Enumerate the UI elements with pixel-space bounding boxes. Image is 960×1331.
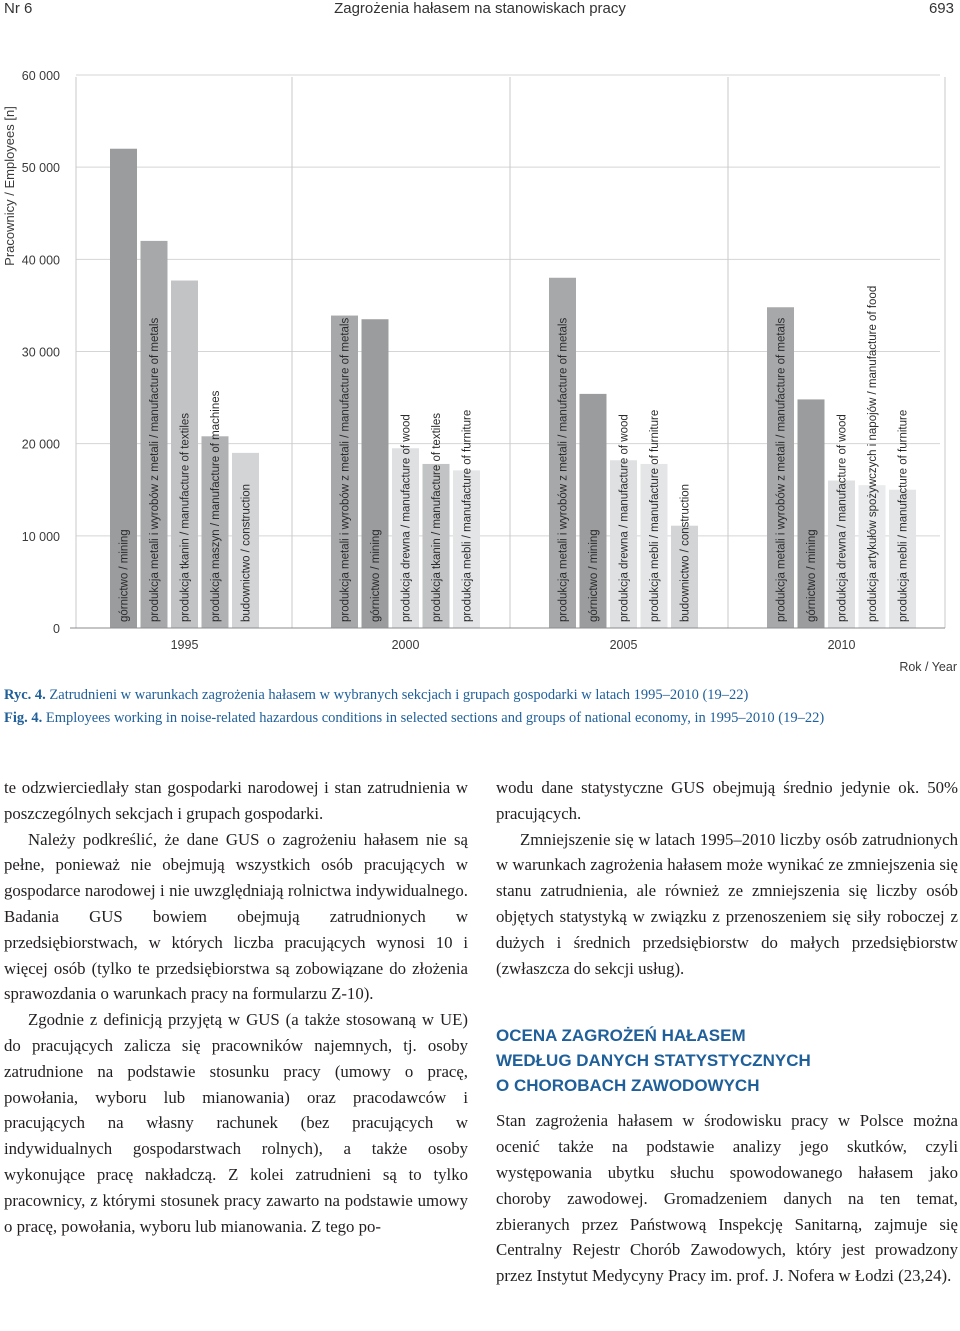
issue-number: Nr 6 [4, 0, 33, 17]
y-tick-label: 0 [53, 622, 60, 636]
bar-label: górnictwo / mining [806, 529, 818, 622]
bar-label: produkcja mebli / manufacture of furniture [897, 409, 910, 622]
y-tick-label: 50 000 [21, 161, 60, 176]
body-column-right [496, 775, 958, 1289]
y-tick-label: 20 000 [21, 437, 60, 452]
y-axis-label: Pracownicy / Employees [n] [2, 106, 17, 266]
y-tick-labels [22, 69, 60, 636]
caption-en-label: Fig. 4. [4, 710, 43, 726]
x-tick-label: 2010 [827, 638, 856, 652]
bar-label: górnictwo / mining [370, 529, 382, 622]
caption-pl-label: Ryc. 4. [4, 687, 46, 703]
caption-pl [4, 687, 956, 704]
bar-label: produkcja mebli / manufacture of furniture [461, 409, 474, 622]
caption-pl-text: Zatrudnieni w warunkach zagrożenia hałasem w wybranych sekcjach i grupach gospodarki w latach 1995–2010 (19–22) [49, 687, 749, 703]
x-tick-label: 2000 [391, 638, 420, 652]
bar-label: produkcja metali i wyrobów z metali / manufacture of metals [775, 317, 788, 622]
x-axis-label: Rok / Year [899, 660, 957, 674]
section-heading-line: OCENA ZAGROŻEŃ HAŁASEM [496, 1026, 746, 1046]
bar-label: produkcja metali i wyrobów z metali / manufacture of metals [149, 317, 161, 622]
caption-en [4, 710, 956, 727]
paragraph: wodu dane statystyczne GUS obejmują średnio jedynie ok. 50% pracujących. [496, 778, 958, 823]
x-tick-label: 1995 [170, 638, 199, 652]
bar-label: produkcja mebli / manufacture of furniture [649, 409, 661, 622]
running-title: Zagrożenia hałasem na stanowiskach pracy [334, 0, 626, 17]
bar-label: produkcja metali i wyrobów z metali / manufacture of metals [557, 317, 570, 622]
bar-label: produkcja drewna / manufacture of wood [400, 414, 413, 622]
bar-label: budownictwo / construction [679, 483, 692, 622]
x-tick-labels [171, 638, 856, 652]
bar-label: produkcja tkanin / manufacture of textiles [179, 412, 192, 622]
paragraph: Należy podkreślić, że dane GUS o zagrożeniu hałasem nie są pełne, ponieważ nie obejmują wszystkich osób pracujących w gospodarce narodowej i nie uwzględniają rolnictwa indywidualnego. Badania GUS bowiem obejmują zatrudnionych w przedsiębiorstwach, w których liczba pracujących wynosi 10 i więcej osób (tylko te przedsiębiorstwa są zobowiązane do złożenia sprawozdania o warunkach pracy na formularzu Z-10). [4, 829, 468, 1004]
bar-label: produkcja drewna / manufacture of wood [836, 414, 849, 622]
y-tick-label: 30 000 [21, 345, 60, 360]
section-heading [496, 1023, 958, 1098]
bar-chart [0, 50, 960, 685]
x-tick-label: 2005 [609, 638, 638, 652]
y-tick-label: 40 000 [21, 253, 60, 268]
y-tick-label: 60 000 [21, 69, 60, 83]
bar-label: produkcja drewna / manufacture of wood [618, 414, 631, 622]
paragraph: te odzwierciedlały stan gospodarki narodowej i stan zatrudnienia w poszczególnych sekcjach i grupach gospodarki. [4, 778, 468, 823]
bar-label: produkcja maszyn / manufacture of machines [210, 390, 222, 622]
section-heading-line: O CHOROBACH ZAWODOWYCH [496, 1076, 760, 1096]
body-column-left [4, 775, 468, 1239]
bar-label: produkcja artykułów spożywczych i napojów / manufacture of food [867, 285, 879, 622]
page-number: 693 [928, 0, 954, 17]
caption-en-text: Employees working in noise-related hazardous conditions in selected sections and groups of national economy, in 1995–2010 (19–22) [45, 710, 825, 726]
paragraph: Zgodnie z definicją przyjętą w GUS (a także stosowaną w UE) do pracujących zalicza się pracowników najemnych, tj. osoby zatrudnione na podstawie stosunku pracy (umowy o pracę, powołania, wyboru lub mianowania) oraz pracodawców i pracujących na własny rachunek (bez pracujących w indywidualnych gospodarstwach rolnych), a także osoby wykonujące pracę nakładczą. Z kolei zatrudnieni są to tylko pracownicy, z którymi stosunek pracy zawarto na podstawie umowy o pracę, powołania, wyboru lub mianowania. Z tego po- [4, 1010, 468, 1236]
y-tick-label: 10 000 [21, 529, 60, 544]
section-heading-line: WEDŁUG DANYCH STATYSTYCZNYCH [496, 1051, 811, 1071]
bar-label: górnictwo / mining [118, 529, 131, 622]
paragraph: Stan zagrożenia hałasem w środowisku pracy w Polsce można ocenić także na podstawie analizy jego skutków, czyli występowania ubytku słuchu spowodowanego hałasem jako choroby zawodowej. Gromadzeniem danych na ten temat, zbieranych przez Państwową Inspekcję Sanitarną, zajmuje się Centralny Rejestr Chorób Zawodowych, który jest prowadzony przez Instytut Medycyny Pracy im. prof. J. Nofera w Łodzi (23,24). [496, 1111, 958, 1286]
bar-label: produkcja metali i wyrobów z metali / manufacture of metals [339, 317, 352, 622]
bar-label: produkcja tkanin / manufacture of textiles [431, 412, 443, 622]
chart-bars [110, 149, 916, 628]
bar-label: górnictwo / mining [588, 529, 600, 622]
paragraph: Zmniejszenie się w latach 1995–2010 liczby osób zatrudnionych w warunkach zagrożenia hałasem może wynikać ze zmniejszenia się stanu zatrudnienia, ale również ze zmniejszenia się liczby osób objętych statystyką w związku z przenoszeniem się siły roboczej z dużych i średnich przedsiębiorstw do małych przedsiębiorstw (zwłaszcza do sekcji usług). [496, 829, 958, 978]
bar-label: budownictwo / construction [240, 483, 253, 622]
